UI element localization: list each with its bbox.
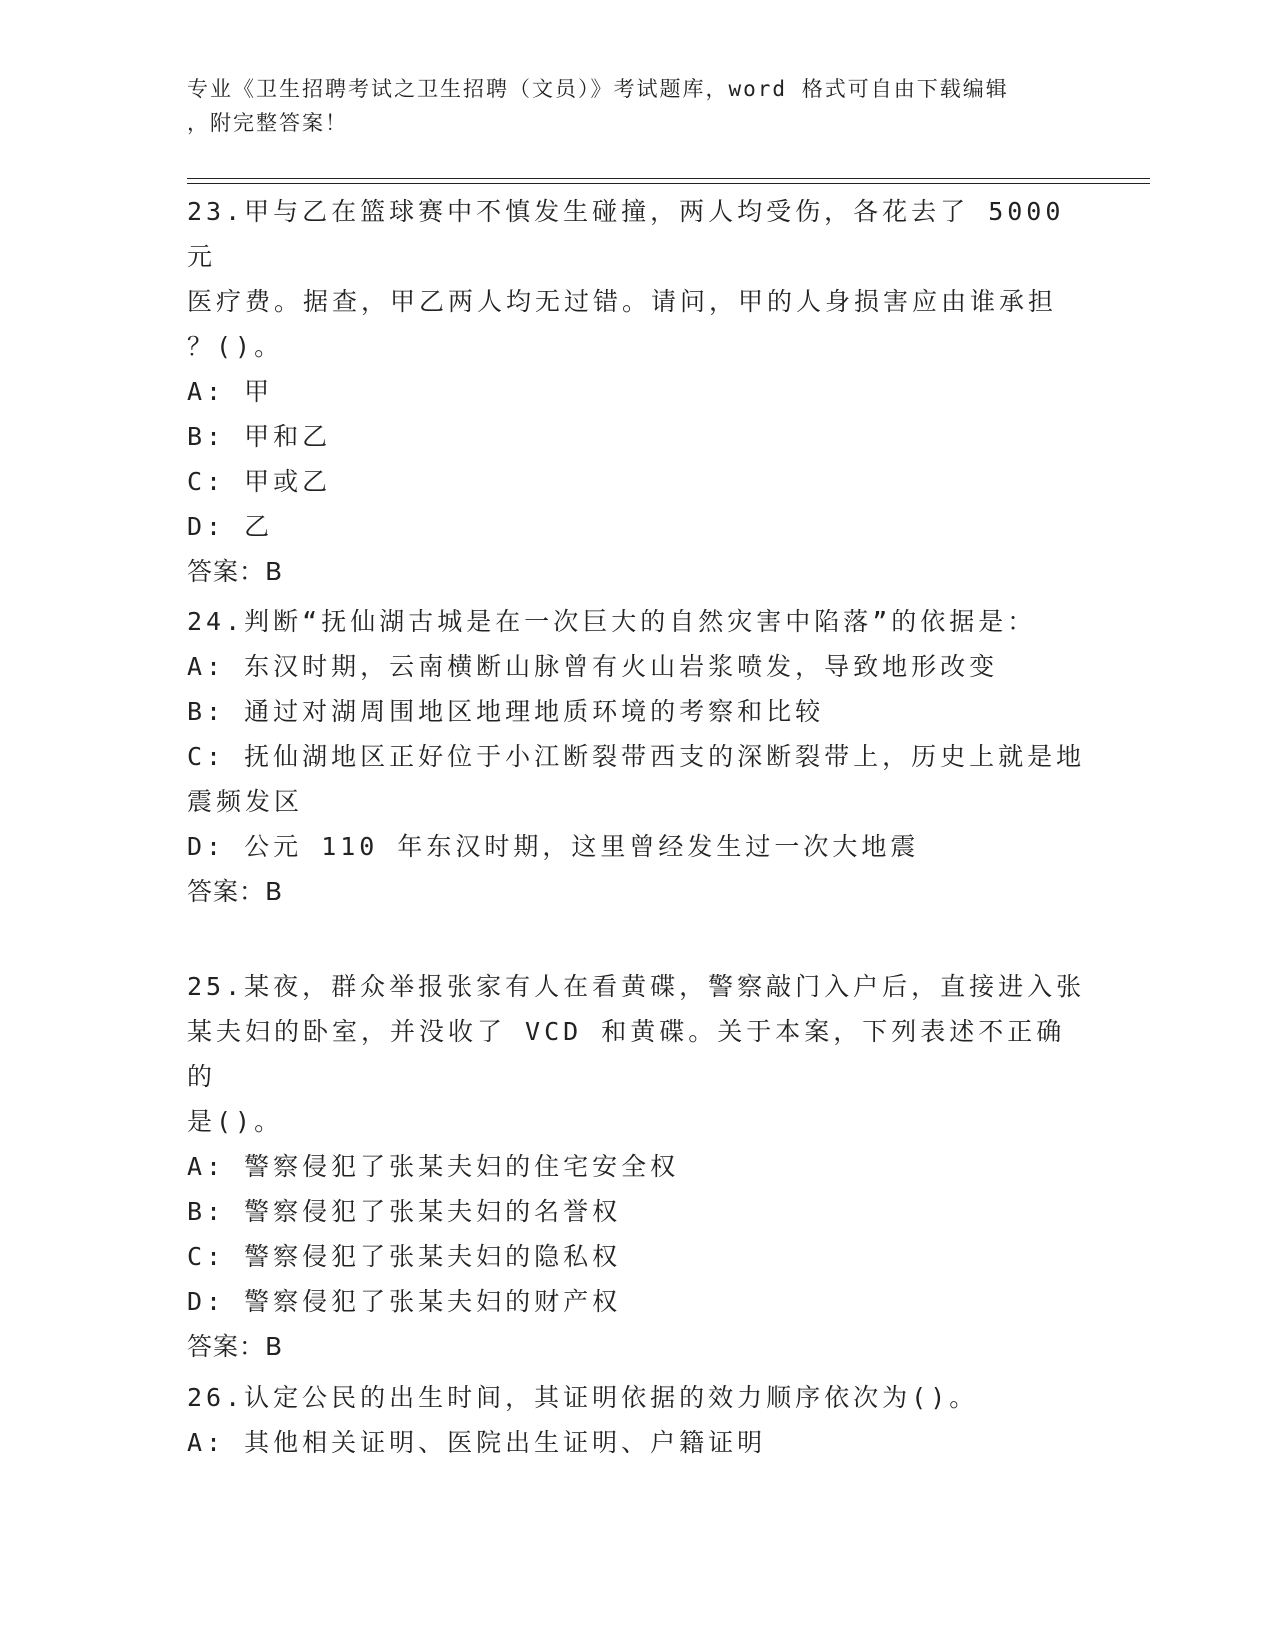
option-b: B: 通过对湖周围地区地理地质环境的考察和比较 xyxy=(187,697,825,726)
question-stem-line: ？()。 xyxy=(187,332,284,361)
question-stem-line: 23.甲与乙在篮球赛中不慎发生碰撞，两人均受伤，各花去了 5000 元 xyxy=(187,197,1084,271)
question-25 xyxy=(187,964,1087,1369)
answer-label: 答案：B xyxy=(187,877,284,906)
option-d: D: 警察侵犯了张某夫妇的财产权 xyxy=(187,1287,622,1316)
header-line-2: ，附完整答案！ xyxy=(187,111,348,135)
answer-label: 答案：B xyxy=(187,557,284,586)
option-a: A: 其他相关证明、医院出生证明、户籍证明 xyxy=(187,1428,767,1457)
option-a: A: 甲 xyxy=(187,377,274,406)
question-stem-line: 24.判断“抚仙湖古城是在一次巨大的自然灾害中陷落”的依据是： xyxy=(187,607,1037,636)
option-a: A: 警察侵犯了张某夫妇的住宅安全权 xyxy=(187,1152,680,1181)
option-a: A: 东汉时期，云南横断山脉曾有火山岩浆喷发，导致地形改变 xyxy=(187,652,999,681)
header-divider-bottom xyxy=(187,183,1150,184)
option-c: C: 警察侵犯了张某夫妇的隐私权 xyxy=(187,1242,622,1271)
option-c: C: 抚仙湖地区正好位于小江断裂带西支的深断裂带上，历史上就是地 xyxy=(187,742,1086,771)
question-stem-line: 26.认定公民的出生时间，其证明依据的效力顺序依次为()。 xyxy=(187,1383,979,1412)
question-23 xyxy=(187,189,1087,594)
question-24 xyxy=(187,599,1087,914)
header-divider-top xyxy=(187,178,1150,179)
question-stem-line: 是()。 xyxy=(187,1107,284,1136)
option-b: B: 警察侵犯了张某夫妇的名誉权 xyxy=(187,1197,622,1226)
option-d: D: 公元 110 年东汉时期，这里曾经发生过一次大地震 xyxy=(187,832,920,861)
question-26 xyxy=(187,1375,1087,1465)
question-stem-line: 某夫妇的卧室，并没收了 VCD 和黄碟。关于本案，下列表述不正确的 xyxy=(187,1017,1066,1091)
option-c-continued: 震频发区 xyxy=(187,787,304,816)
header-line-1: 专业《卫生招聘考试之卫生招聘（文员）》考试题库，word 格式可自由下载编辑 xyxy=(187,77,1009,101)
document-header xyxy=(187,72,1087,140)
answer-label: 答案：B xyxy=(187,1332,284,1361)
option-b: B: 甲和乙 xyxy=(187,422,332,451)
question-stem-line: 25.某夜，群众举报张家有人在看黄碟，警察敲门入户后，直接进入张 xyxy=(187,972,1086,1001)
option-c: C: 甲或乙 xyxy=(187,467,332,496)
option-d: D: 乙 xyxy=(187,512,274,541)
question-stem-line: 医疗费。据查，甲乙两人均无过错。请问，甲的人身损害应由谁承担 xyxy=(187,287,1058,316)
